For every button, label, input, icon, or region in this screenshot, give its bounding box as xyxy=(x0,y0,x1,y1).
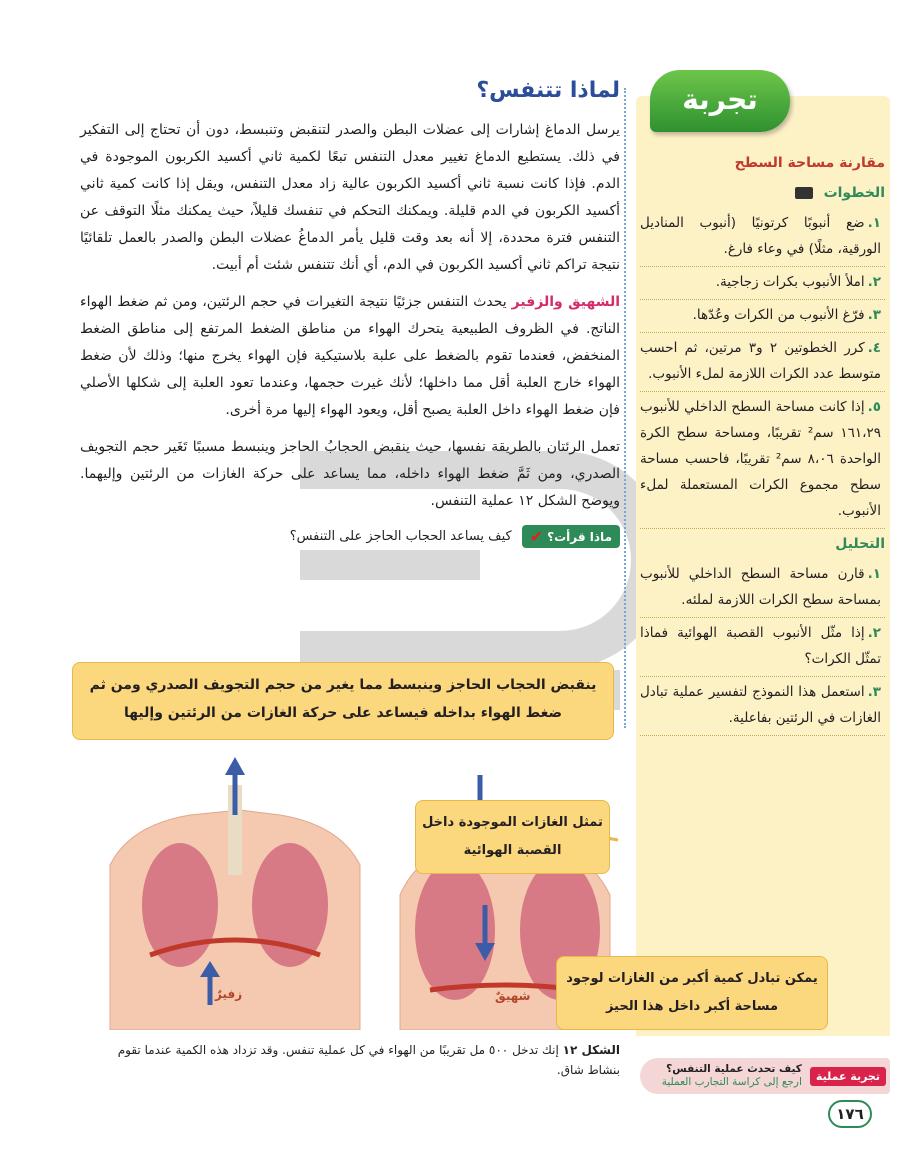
lab-banner[interactable] xyxy=(640,1058,890,1094)
step-text: ضع أنبوبًا كرتونيًا (أنبوب المناديل الورقية، مثلًا) في وعاء فارغ. xyxy=(640,215,881,257)
step-number: ٥. xyxy=(867,399,881,415)
analysis-list xyxy=(640,559,885,736)
term-inhale-exhale: الشهيق والزفير xyxy=(511,294,621,310)
analysis-text: استعمل هذا النموذج لتفسير عملية تبادل الغازات في الرئتين بفاعلية. xyxy=(640,684,881,726)
breathing-figure xyxy=(70,755,630,1030)
reading-check-badge-label: ماذا قرأت؟ xyxy=(547,529,612,544)
figure-caption-text: إنك تدخل ٥٠٠ مل تقريبًا من الهواء في كل عملية تنفس. وقد تزداد هذه الكمية عندما تقوم بنشاط شاق. xyxy=(117,1043,620,1077)
main-column xyxy=(80,78,620,548)
column-divider xyxy=(624,88,626,728)
analysis-item xyxy=(640,618,885,677)
step-item xyxy=(640,208,885,267)
paragraph-inhale-exhale xyxy=(80,289,620,424)
label-exhale: زفيرٌ xyxy=(215,987,243,1001)
step-text: إذا كانت مساحة السطح الداخلي للأنبوب ١٦١،٢٩ سم² تقريبًا، ومساحة سطح الكرة الواحدة ٨،٠٦ سم² تقريبًا، فاحسب مساحة سطح مجموع الكرات المستعملة لملء الأنبوب. xyxy=(640,399,881,519)
lab-tag: تجربة عملية xyxy=(810,1067,886,1086)
analysis-number: ١. xyxy=(867,566,881,582)
step-number: ١. xyxy=(867,215,881,231)
lab-question: كيف تحدث عملية التنفس؟ xyxy=(666,1063,802,1075)
steps-icon xyxy=(795,187,813,199)
step-text: فرّغ الأنبوب من الكرات وعُدّها. xyxy=(692,307,865,323)
analysis-number: ٢. xyxy=(867,625,881,641)
reading-check-answer: ينقبض الحجاب الحاجز وينبسط مما يغير من حجم التجويف الصدري ومن ثم ضغط الهواء بداخله فيساعد على حركة الغازات من الرئتين وإليها xyxy=(72,662,614,740)
label-inhale: شهيقٌ xyxy=(495,989,531,1003)
analysis-item xyxy=(640,677,885,736)
analysis-text: قارن مساحة السطح الداخلي للأنبوب بمساحة سطح الكرات اللازمة لملئه. xyxy=(640,566,881,608)
lab-reference: ارجع إلى كراسة التجارب العملية xyxy=(661,1076,802,1088)
experiment-content xyxy=(640,150,885,736)
analysis-number: ٣. xyxy=(867,684,881,700)
lab-text xyxy=(662,1063,810,1089)
paragraph-brain-control: يرسل الدماغ إشارات إلى عضلات البطن والصدر لتنقبض وتنبسط، دون أن تحتاج إلى التفكير في ذلك. يستطيع الدماغ تغيير معدل التنفس تبعًا لكمية ثاني أكسيد الكربون الموجودة في الدم. فإذا كانت نسبة ثاني أكسيد الكربون عالية زاد معدل التنفس، ويقل إذا كانت كمية ثاني أكسيد الكربون في الدم قليلة. ويمكنك التحكم في تنفسك قليلاً، حيث يمكنك مثلًا التوقف عن التنفس فترة محددة، إلا أنه بعد وقت قليل يأمر الدماغُ عضلات البطن والصدر بالعمل تلقائيًا نتيجة تراكم ثاني أكسيد الكربون في الدم، أي أنك تتنفس شئت أم أبيت. xyxy=(80,122,620,273)
step-text: كرر الخطوتين ٢ و٣ مرتين، ثم احسب متوسط عدد الكرات اللازمة لملء الأنبوب. xyxy=(640,340,881,382)
step-number: ٣. xyxy=(867,307,881,323)
step-item xyxy=(640,392,885,529)
reading-check-question: كيف يساعد الحجاب الحاجز على التنفس؟ xyxy=(289,529,512,544)
exhale-arrow-up-head xyxy=(225,757,245,775)
reading-check-badge xyxy=(522,525,620,548)
steps-title-label: الخطوات xyxy=(823,185,885,201)
step-item xyxy=(640,300,885,333)
step-item xyxy=(640,267,885,300)
step-item xyxy=(640,333,885,392)
steps-title xyxy=(640,180,885,206)
breathing-illustration xyxy=(70,755,630,1030)
steps-list xyxy=(640,208,885,529)
paragraph-lungs: تعمل الرئتان بالطريقة نفسها، حيث ينقبض الحجابُ الحاجز وينبسط مسببًا تَغَير حجم التجويف الصدري، ومن ثَمَّ ضغط الهواء داخله، مما يساعد على حركة الغازات من الرئتين وإليهما. ويوضح الشكل ١٢ عملية التنفس. xyxy=(80,439,620,509)
experiment-heading: مقارنة مساحة السطح xyxy=(734,155,885,171)
reading-check xyxy=(80,525,620,548)
figure-caption-label: الشكل ١٢ xyxy=(562,1043,620,1057)
page-title: لماذا تتنفس؟ xyxy=(476,78,620,103)
page-number: ١٧٦ xyxy=(828,1100,872,1128)
experiment-tab: تجربة xyxy=(650,70,790,132)
trachea-note: تمثل الغازات الموجودة داخل القصبة الهوائية xyxy=(415,800,610,874)
step-number: ٤. xyxy=(867,340,882,356)
analysis-item xyxy=(640,559,885,618)
step-text: املأ الأنبوب بكرات زجاجية. xyxy=(715,274,865,290)
check-icon: ✔ xyxy=(529,527,544,546)
analysis-title: التحليل xyxy=(835,536,885,552)
step-number: ٢. xyxy=(867,274,881,290)
figure-caption xyxy=(100,1040,620,1080)
surface-area-note: يمكن تبادل كمية أكبر من الغازات لوجود مساحة أكبر داخل هذا الحيز xyxy=(556,956,828,1030)
paragraph-inhale-exhale-text: يحدث التنفس جزئيًا نتيجة التغيرات في حجم الرئتين، ومن ثم ضغط الهواء الناتج. في الظروف الطبيعية يتحرك الهواء من مناطق الضغط المرتفع إلى مناطق الضغط المنخفض، فعندما تقوم بالضغط على علبة بلاستيكية فإن الهواء يخرج منها؛ وذلك لأن ضغط الهواء خارج العلبة أقل مما داخلها؛ لأنك غيرت حجمها، وعندما تعود العلبة إلى شكلها الأصلي فإن ضغط الهواء داخل العلبة يصبح أقل، ويعود الهواء إليها مرة أخرى. xyxy=(80,294,620,418)
analysis-text: إذا مثّل الأنبوب القصبة الهوائية فماذا تمثّل الكرات؟ xyxy=(640,625,881,667)
